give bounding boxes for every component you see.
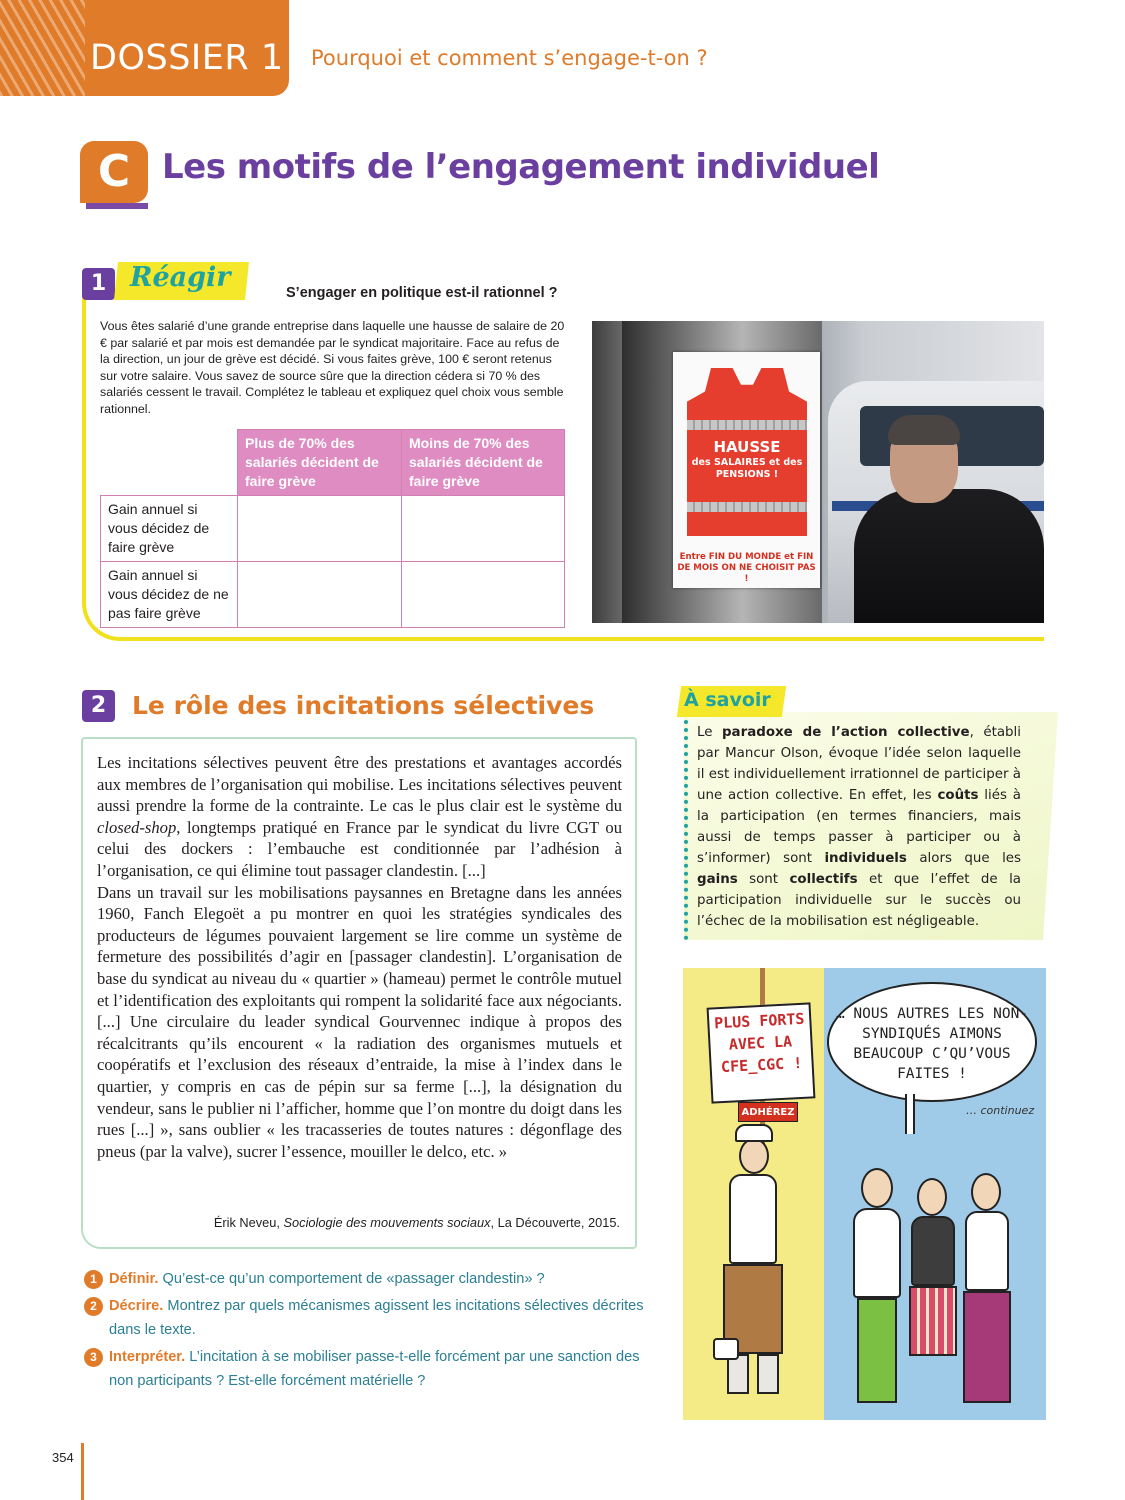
asavoir-run: Le: [697, 725, 722, 740]
table-answer-cell[interactable]: [238, 496, 402, 562]
worker-trousers: [857, 1298, 897, 1403]
table-row-header: Gain annuel si vous décidez de ne pas faire grève: [101, 562, 238, 628]
table-answer-cell[interactable]: [238, 562, 402, 628]
asavoir-run: et que l’effet de la participation individuelle sur le succès ou l’échec de la mobilisation est négligeable.: [697, 872, 1021, 929]
asavoir-title: À savoir: [684, 689, 771, 711]
asavoir-run: alors que les: [906, 851, 1021, 866]
asavoir-run: liés à la participation (en termes financiers, mais aussi de temps passer à participer ou à s’informer) sont: [697, 788, 1021, 866]
question-text: Montrez par quels mécanismes agissent les incitations sélectives décrites dans le texte.: [109, 1298, 644, 1338]
block2-number-badge: 2: [82, 690, 115, 722]
reagir-tag: Réagir: [130, 262, 231, 293]
sticker-subtitle: des SALAIRES et des PENSIONS !: [691, 457, 803, 480]
question-item: [84, 1345, 644, 1393]
page-number: 354: [52, 1450, 74, 1465]
speech-bubble: … NOUS AUTRES LES NON-SYNDIQUÉS AIMONS BEAUCOUP C’QU’VOUS FAITES !: [827, 982, 1037, 1102]
bubble-tail: [905, 1094, 915, 1134]
unionist-cap: [735, 1124, 773, 1142]
sticker-title: HAUSSE: [713, 438, 781, 456]
woman-top: [911, 1216, 955, 1286]
unionist-leg: [727, 1354, 749, 1394]
strike-photo: [592, 321, 1044, 623]
question-text: Qu’est-ce qu’un comportement de «passager clandestin» ?: [158, 1271, 545, 1287]
man-coat: [854, 489, 1044, 623]
worker-shirt: [853, 1208, 901, 1298]
protest-sticker: [673, 352, 820, 588]
question-number: 3: [84, 1348, 103, 1367]
table-corner: [101, 430, 238, 496]
adherez-sign: ADHÉREZ: [738, 1102, 798, 1122]
union-cartoon: [683, 968, 1046, 1420]
section-title: Les motifs de l’engagement individuel: [162, 147, 880, 187]
header-stripes: [0, 0, 85, 96]
page-bar: [81, 1443, 84, 1500]
document-source: [97, 1215, 620, 1230]
protest-sign: PLUS FORTS AVEC LA CFE_CGC !: [707, 1002, 816, 1103]
paragraph-text: Les incitations sélectives peuvent être des prestations et avantages accordés aux membres de l’organisation qui mobilise. Les incitations sélectives peuvent aussi prendre la forme de la contrainte. Le cas le plus clair est le système du: [97, 753, 622, 816]
question-text: L’incitation à se mobiliser passe-t-elle forcément par une sanction des non participants ? Est-elle forcément matérielle ?: [109, 1349, 640, 1389]
dossier-subtitle: Pourquoi et comment s’engage-t-on ?: [311, 46, 708, 70]
asavoir-run: sont: [737, 872, 790, 887]
dossier-label: DOSSIER 1: [90, 38, 284, 78]
asavoir-keyword: individuels: [824, 851, 907, 866]
man-head: [971, 1173, 1001, 1211]
source-publisher: , La Découverte, 2015.: [490, 1215, 620, 1230]
woman-head: [917, 1178, 947, 1216]
question-number: 2: [84, 1297, 103, 1316]
asavoir-run: , établi par Mancur Olson, évoque l’idée selon laquelle il est individuellement irrationnel de participer à une action collective. En effet, les: [697, 725, 1021, 803]
question-label: Décrire.: [109, 1298, 164, 1314]
woman-skirt: [909, 1286, 957, 1356]
asavoir-keyword: collectifs: [789, 872, 858, 887]
question-number: 1: [84, 1270, 103, 1289]
vest-reflective-band: [687, 420, 807, 430]
paragraph-text: , longtemps pratiqué en France par le syndicat du livre CGT ou celui des dockers : l’embauche est conditionnée par l’adhésion à l’organisation, ce qui élimine tout passager clandestin. [...]: [97, 817, 622, 880]
question-item: [84, 1294, 644, 1342]
table-row-header: Gain annuel si vous décidez de faire grève: [101, 496, 238, 562]
table-col-header: Plus de 70% des salariés décident de faire grève: [238, 430, 402, 496]
sticker-footer: Entre FIN DU MONDE et FIN DE MOIS ON NE CHOISIT PAS !: [677, 552, 816, 584]
document-paragraph: [97, 752, 622, 882]
dossier-tab: [0, 0, 289, 96]
strike-gain-table: [100, 429, 565, 628]
man-shirt: [965, 1211, 1009, 1291]
question-label: Interpréter.: [109, 1349, 186, 1365]
section-letter-badge: C: [80, 141, 148, 203]
table-answer-cell[interactable]: [402, 562, 565, 628]
block2-title: Le rôle des incitations sélectives: [132, 691, 595, 720]
source-title: Sociologie des mouvements sociaux: [283, 1215, 491, 1230]
asavoir-keyword: paradoxe de l’action collective: [721, 725, 970, 740]
block1-question: S’engager en politique est-il rationnel ?: [286, 285, 558, 301]
question-item: [84, 1267, 644, 1291]
man-trousers: [963, 1291, 1011, 1403]
megaphone-icon: [713, 1338, 739, 1360]
table-answer-cell[interactable]: [402, 496, 565, 562]
unionist-head: [739, 1138, 769, 1174]
vest-reflective-band: [687, 502, 807, 512]
document-text: [97, 752, 622, 1162]
man-hair: [888, 415, 960, 445]
asavoir-keyword: coûts: [937, 788, 979, 803]
document-paragraph: Dans un travail sur les mobilisations paysannes en Bretagne dans les années 1960, Fanch Elegoët a pu montrer en quoi les stratégies syndicales des producteurs de légumes pouvaient largement se lire comme un système de fermeture des possibilités d’agir en [passager clandestin]. L’organisation de base du syndicat au niveau du « quartier » (hameau) permet le contrôle mutuel et l’identification des exploitants qui rompent la solidarité face aux négociants. [...] Une circulaire du leader syndical Gourvennec indique à propos des récalcitrants qu’ils encourent « la radiation des organismes mutuels et coopératifs et l’exclusion des réseaux d’entraide, la mise à l’index dans le quartier, y compris en cas de pépin sur sa ferme [...], la désignation du vendeur, sans le publier ni l’afficher, homme que l’on montre du doigt dans les rues [...] », sans oublier « les tracasseries de toutes natures : dégonflage des pneus (par la valve), sucrer l’essence, mouiller le delco, etc. »: [97, 882, 622, 1161]
unionist-leg: [757, 1354, 779, 1394]
asavoir-text: [697, 722, 1021, 932]
block1-intro: Vous êtes salarié d’une grande entreprise dans laquelle une hausse de salaire de 20 € par salarié et par mois est demandée par le syndicat majoritaire. Face au refus de la direction, un jour de grève est décidé. Si vous faites grève, 100 € seront retenus sur votre salaire. Vous savez de source sûre que la direction cédera si 70 % des salariés cessent le travail. Complétez le tableau et expliquez quel choix vous semble rationnel.: [100, 319, 565, 416]
block1-number-badge: 1: [82, 268, 115, 300]
worker-head: [861, 1168, 893, 1208]
cartoon-aside: … continuez: [966, 1104, 1035, 1117]
question-label: Définir.: [109, 1271, 159, 1287]
source-author: Érik Neveu,: [213, 1215, 284, 1230]
asavoir-keyword: gains: [697, 872, 738, 887]
unionist-shirt: [729, 1174, 777, 1264]
questions-list: [84, 1267, 644, 1396]
paragraph-emphasis: closed-shop: [97, 817, 177, 837]
table-col-header: Moins de 70% des salariés décident de faire grève: [402, 430, 565, 496]
